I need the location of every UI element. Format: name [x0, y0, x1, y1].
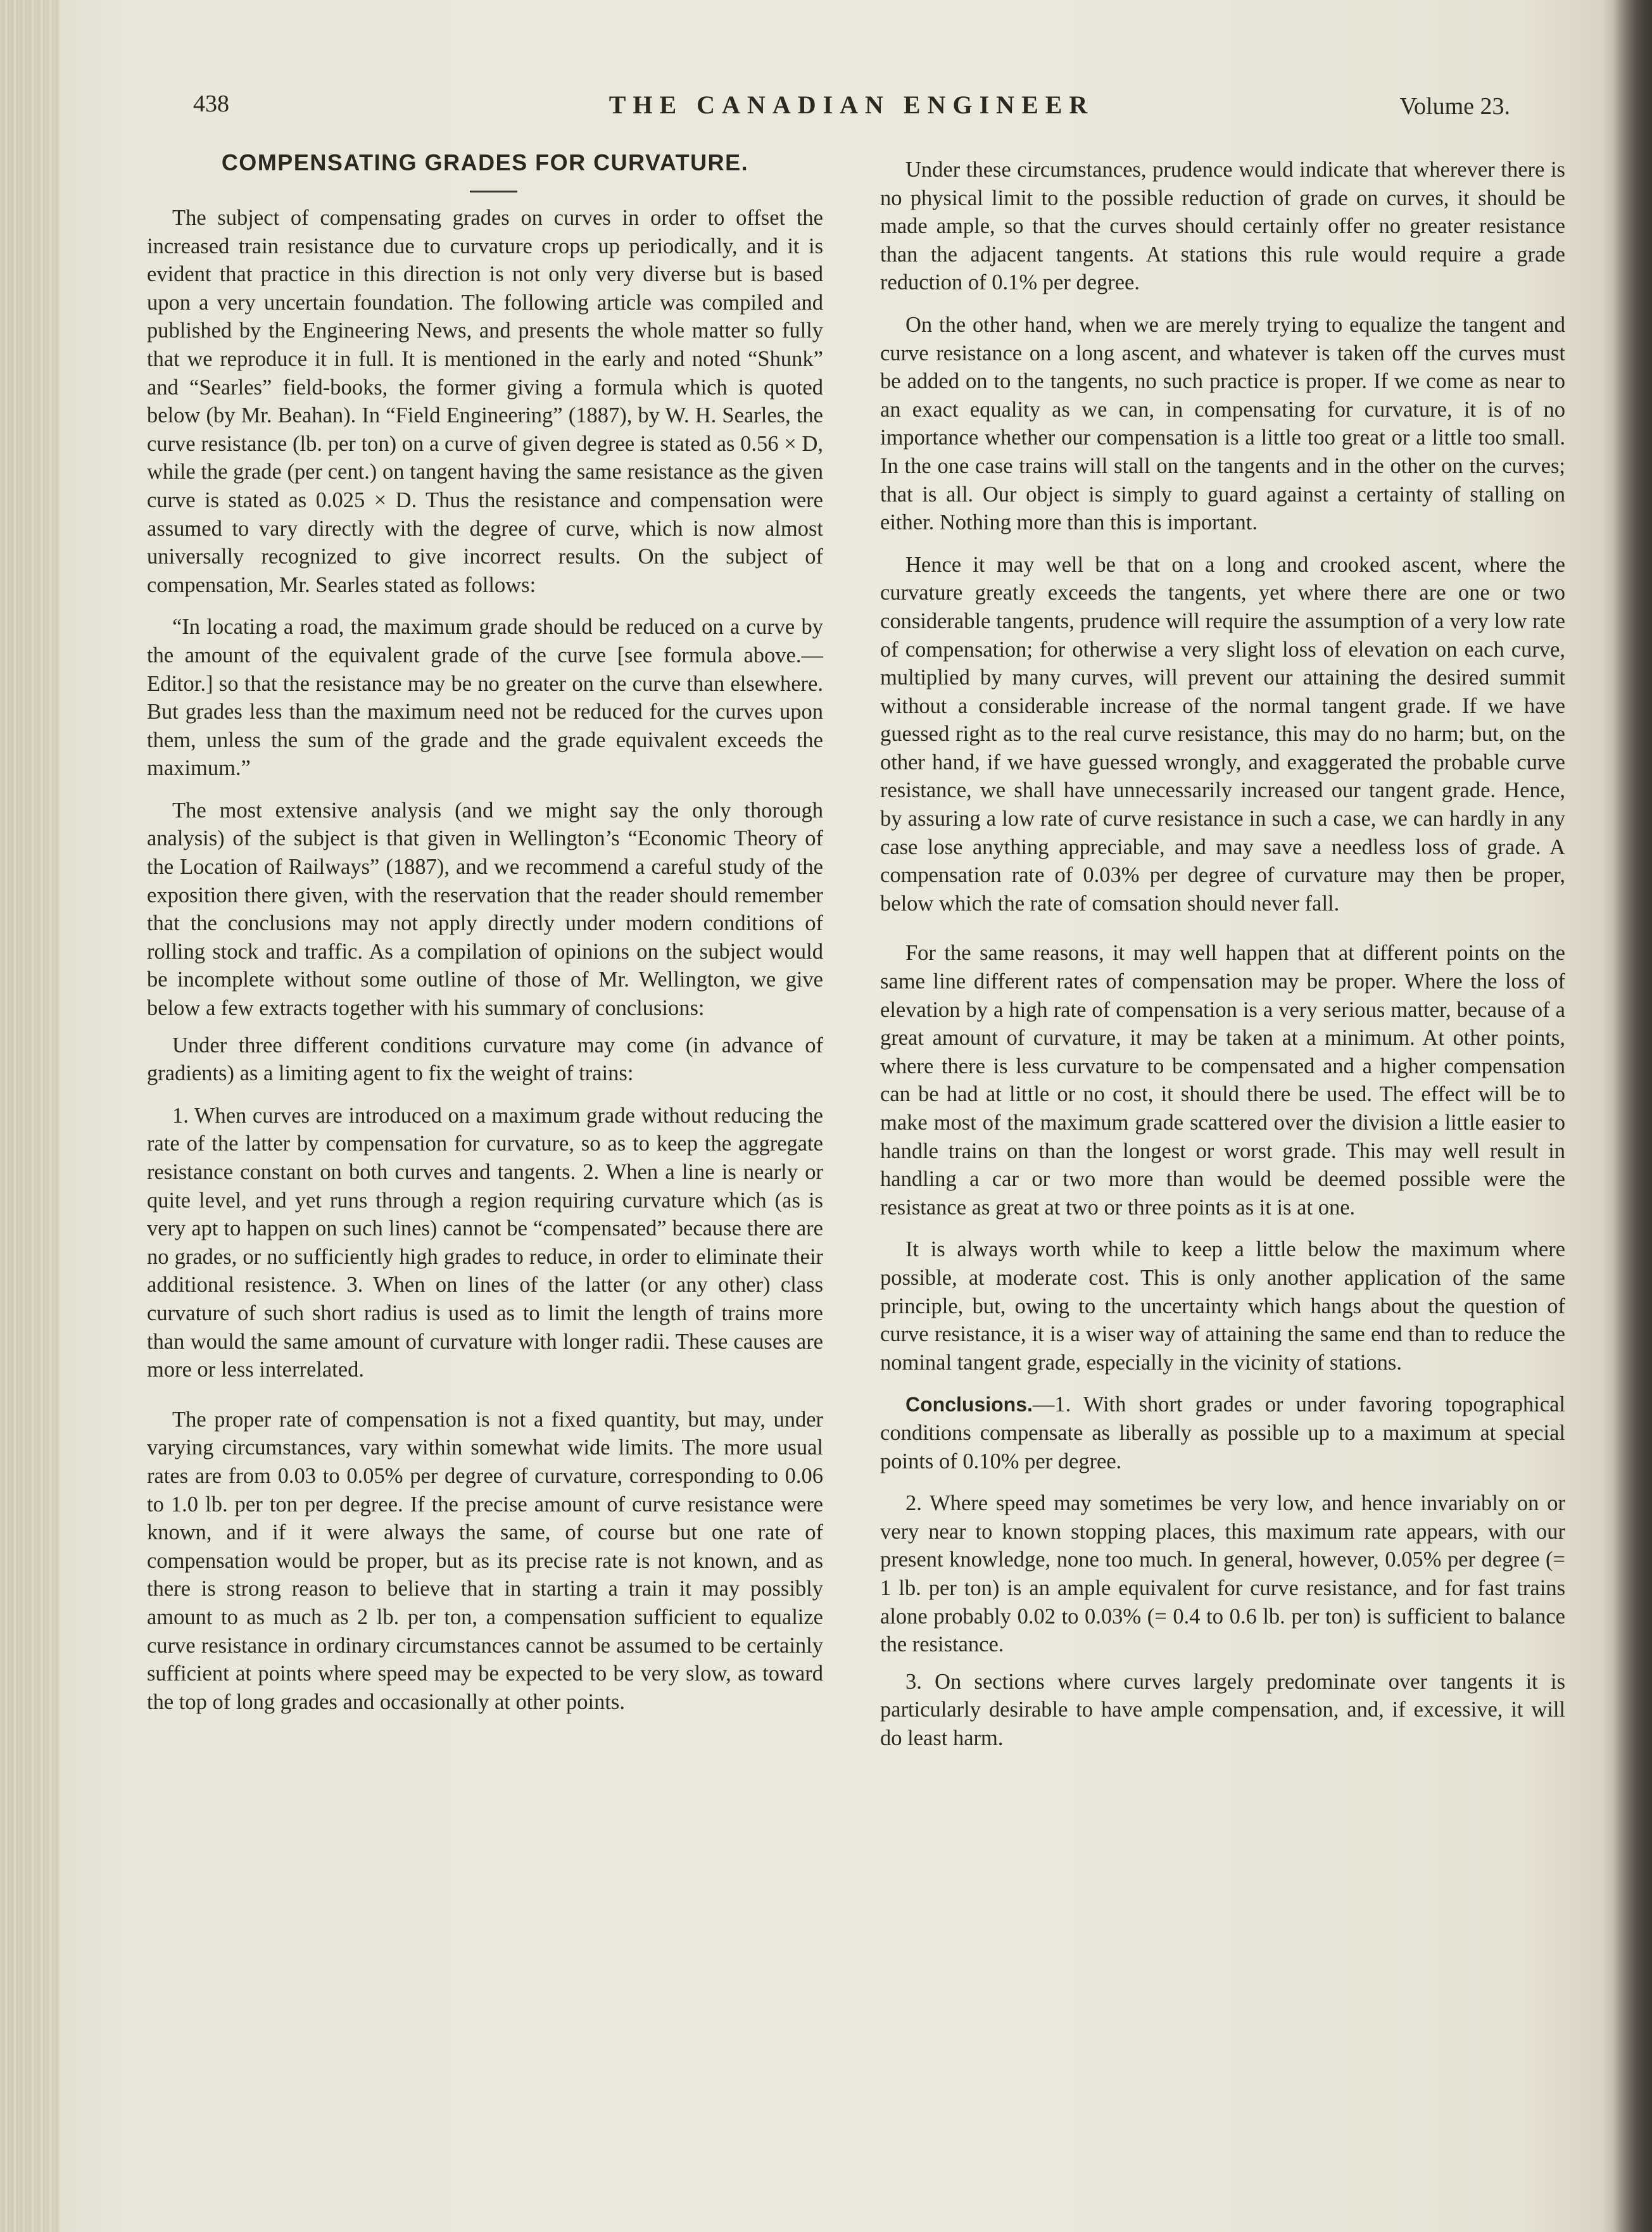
paragraph: Under three different conditions curvature may come (in advance of gradients) as a limiting agent to fix the weight of trains: — [147, 1033, 823, 1086]
volume-label: Volume 23. — [1399, 93, 1510, 120]
title-rule — [470, 191, 517, 192]
quote-paragraph: “In locating a road, the maximum grade should be reduced on a curve by the amount of the equivalent grade of the curve [see formula above.—Editor.] so that the resistance may be no greater on the curve than elsewhere. But grades less than the maximum need not be reduced for the curves upon them, unless the sum of the grade and the grade equivalent exceeds the maximum.” — [147, 615, 823, 781]
paragraph: 3. On sections where curves largely predominate over tangents it is particularly desirable to have ample compensation, and, if excessive, it will do least harm. — [880, 1669, 1565, 1750]
page-edge-shadow — [1614, 0, 1652, 2232]
conclusions-first: —1. With short grades or under favoring topographical conditions compensate as liberally as possible up to a maximum at special points of 0.10% per degree. — [880, 1392, 1565, 1473]
paragraph: Under these circumstances, prudence would indicate that wherever there is no physical limit to the possible reduction of grade on curves, it should be made ample, so that the curves should certainly offer no greater resistance than the adjacent tangents. At stations this rule would require a grade reduction of 0.1% per degree. — [880, 158, 1565, 295]
conclusions-lead: Conclusions. — [905, 1393, 1033, 1416]
paragraph: On the other hand, when we are merely trying to equalize the tangent and curve resistance on a long ascent, and whatever is taken off the curves must be added on to the tangents, no such practice is proper. If we come as near to an exact equality as we can, in compensating for curvature, it is of no importance whether our compensation is a little too great or a little too small. In the one case trains will stall on the tangents and in the other on the curves; that is all. Our object is simply to guard against a certainty of stalling on either. Nothing more than this is important. — [880, 312, 1565, 535]
page-number: 438 — [193, 91, 229, 117]
paragraph: 2. Where speed may sometimes be very low, and hence invariably on or very near to known stopping places, this maximum rate appears, with our present knowledge, none too much. In general, however, 0.05% per degree (= 1 lb. per ton) is an ample equivalent for curve resistance, and for fast trains alone probably 0.02 to 0.03% (= 0.4 to 0.6 lb. per ton) is sufficient to balance the resistance. — [880, 1491, 1565, 1657]
journal-title: THE CANADIAN ENGINEER — [608, 91, 1095, 119]
left-column — [147, 204, 823, 1716]
paragraph: Hence it may well be that on a long and crooked ascent, where the curvature greatly exceeds the tangents, yet where there are one or two considerable tangents, prudence will require the assumption of a very low rate of compensation; for otherwise a very slight loss of elevation on each curve, multiplied by many curves, will prevent our attaining the desired summit without a considerable increase of the normal tangent grade. If we have guessed right as to the real curve resistance, this may do no harm; but, on the other hand, if we have guessed wrongly, and exaggerated the probable curve resistance, we shall have unnecessarily increased our tangent grade. Hence, by assuring a low rate of curve resistance in such a case, we can hardly in any case lose anything appreciable, and may save a needless loss of grade. A compensation rate of 0.03% per degree of curvature may then be proper, below which the rate of comsation should never fall. — [880, 552, 1565, 916]
running-head — [193, 90, 1510, 128]
page-binding-shadow — [0, 0, 60, 2232]
paragraph: The subject of compensating grades on curves in order to offset the increased train resistance due to curvature crops up periodically, and it is evident that practice in this direction is not only very diverse but is based upon a very uncertain foundation. The following article was compiled and published by the Engineering News, and presents the whole matter so fully that we reproduce it in full. It is mentioned in the early and noted “Shunk” and “Searles” field-books, the former giving a formula which is quoted below (by Mr. Beahan). In “Field Engineering” (1887), by W. H. Searles, the curve resistance (lb. per ton) on a curve of given degree is stated as 0.56 × D, while the grade (per cent.) on tangent having the same resistance as the given curve is stated as 0.025 × D. Thus the resistance and compensation were assumed to vary directly with the degree of curve, which is now almost universally recognized to give incorrect results. On the subject of compensation, Mr. Searles stated as follows: — [147, 206, 823, 597]
paragraph: The proper rate of compensation is not a fixed quantity, but may, under varying circumstances, vary within somewhat wide limits. The more usual rates are from 0.03 to 0.05% per degree of curvature, corresponding to 0.06 to 1.0 lb. per ton per degree. If the precise amount of curve resistance were known, and if it were always the same, of course but one rate of compensation would be proper, but as its precise rate is not known, and as there is strong reason to believe that in starting a train it may possibly amount to as much as 2 lb. per ton, a compensation sufficient to equalize curve resistance in ordinary circumstances cannot be assumed to be certainly sufficient at points where speed may be expected to be very slow, as toward the top of long grades and occasionally at other points. — [147, 1407, 823, 1714]
paragraph: The most extensive analysis (and we might say the only thorough analysis) of the subject is that given in Wellington’s “Economic Theory of the Location of Railways” (1887), and we recommend a careful study of the exposition there given, with the reservation that the reader should remember that the conclusions may not apply directly under modern conditions of rolling stock and traffic. As a compilation of opinions on the subject would be incomplete without some outline of those of Mr. Wellington, we give below a few extracts together with his summary of conclusions: — [147, 798, 823, 1021]
right-column — [880, 156, 1565, 1752]
conclusions-paragraph — [880, 1390, 1565, 1475]
paragraph: For the same reasons, it may well happen that at different points on the same line different rates of compensation may be proper. Where the loss of elevation by a high rate of compensation is a very serious matter, because of a great amount of curvature, it may be taken at a minimum. At other points, where there is less curvature to be compensated and a higher compensation can be had at little or no cost, it should there be used. The effect will be to make most of the maximum grade scattered over the division a little easier to handle trains on than the longest or worst grade. This may well result in handling a car or two more than would be deemed possible were the resistance as great at two or three points as it is at one. — [880, 941, 1565, 1220]
paragraph: 1. When curves are introduced on a maximum grade without reducing the rate of the latter by compensation for curvature, so as to keep the aggregate resistance constant on both curves and tangents. 2. When a line is nearly or quite level, and yet runs through a region requiring curvature which (as is very apt to happen on such lines) cannot be “compensated” because there are no grades, or no sufficiently high grades to reduce, in order to eliminate their additional resistence. 3. When on lines of the latter (or any other) class curvature of such short radius is used as to limit the length of trains more than would the same amount of curvature with longer radii. These causes are more or less interrelated. — [147, 1103, 823, 1382]
paragraph: It is always worth while to keep a little below the maximum where possible, at moderate cost. This is only another application of the same principle, but, owing to the uncertainty which hangs about the question of curve resistance, it is a wiser way of attaining the same end than to reduce the nominal tangent grade, especially in the vicinity of stations. — [880, 1237, 1565, 1375]
article-title: COMPENSATING GRADES FOR CURVATURE. — [221, 149, 749, 175]
